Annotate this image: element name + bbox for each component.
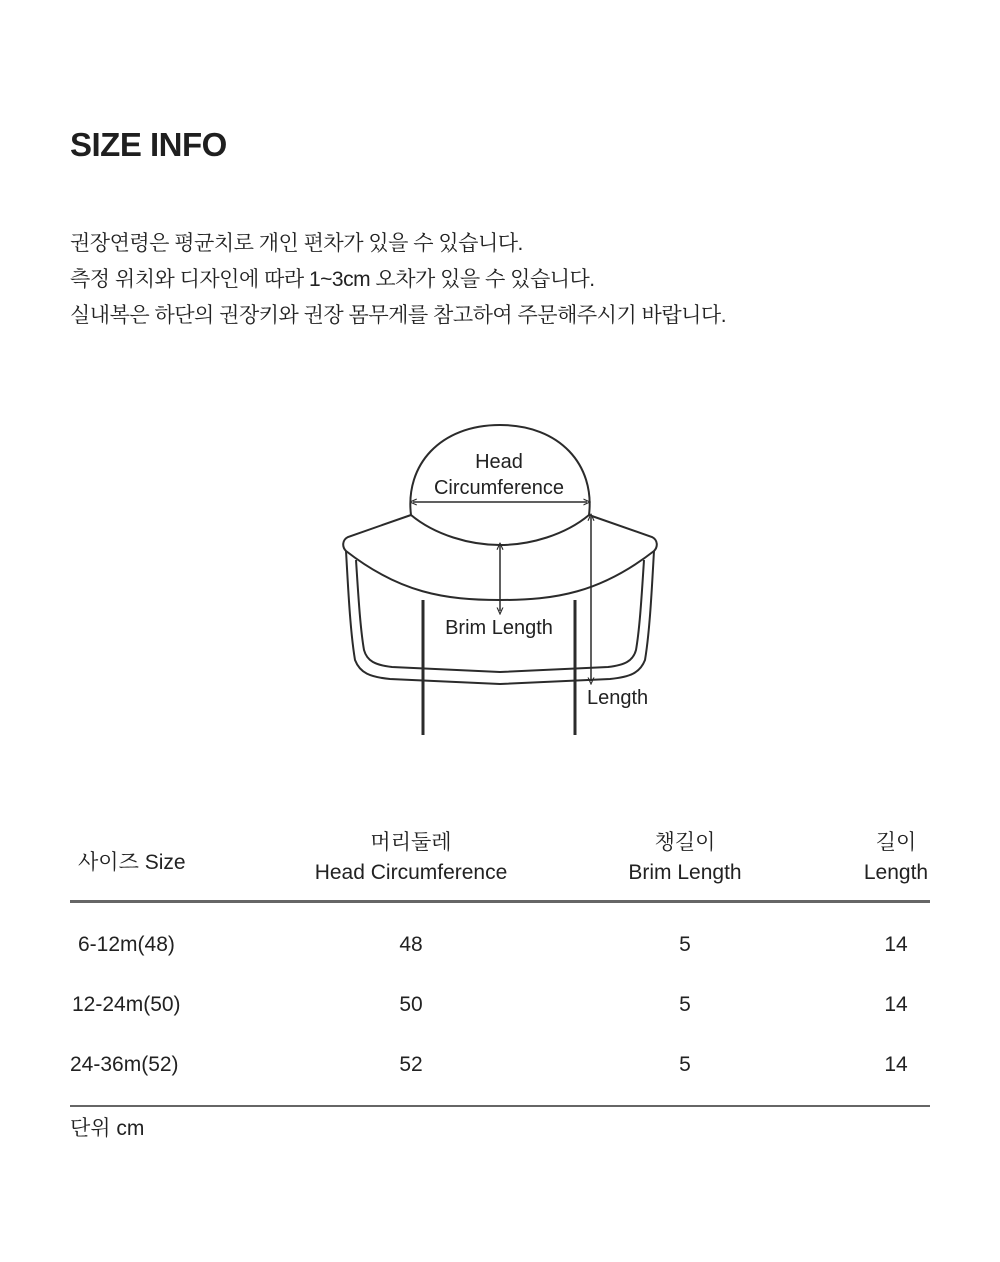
cell-length: 14 <box>884 933 908 956</box>
header-size: 사이즈 Size <box>78 851 186 874</box>
table-row <box>70 979 930 1039</box>
cell-brim: 5 <box>679 933 691 956</box>
cell-size: 24-36m(52) <box>70 1053 179 1076</box>
table-row <box>70 919 930 979</box>
note-line: 실내복은 하단의 권장키와 권장 몸무게를 참고하여 주문해주시기 바랍니다. <box>70 304 727 327</box>
cell-head: 48 <box>399 933 423 956</box>
header-length: 길이 Length <box>863 831 929 884</box>
table-body <box>70 919 930 1107</box>
label-brim-length: Brim Length <box>445 617 553 639</box>
cell-length: 14 <box>884 1053 908 1076</box>
page-title: SIZE INFO <box>70 126 227 163</box>
cell-brim: 5 <box>679 1053 691 1076</box>
note-line: 권장연령은 평균치로 개인 편차가 있을 수 있습니다. <box>70 232 523 255</box>
table-header <box>70 828 930 903</box>
unit-note: 단위 cm <box>70 1117 145 1140</box>
label-length: Length <box>587 687 649 709</box>
cell-brim: 5 <box>679 993 691 1016</box>
header-head-circumference: 머리둘레 Head Circumference <box>314 831 508 884</box>
cell-length: 14 <box>884 993 908 1016</box>
cell-head: 52 <box>399 1053 423 1076</box>
cell-head: 50 <box>399 993 423 1016</box>
cell-size: 12-24m(50) <box>72 993 181 1016</box>
cell-size: 6-12m(48) <box>78 933 175 956</box>
header-brim-length: 챙길이 Brim Length <box>628 831 742 884</box>
table-row <box>70 1039 930 1099</box>
label-circumference: Circumference <box>433 477 565 499</box>
label-head: Head <box>475 451 523 473</box>
hat-measurement-diagram <box>330 415 670 745</box>
notes <box>70 226 950 334</box>
size-table <box>70 828 930 1107</box>
measurement-arrow-icon <box>413 502 591 681</box>
note-line: 측정 위치와 디자인에 따라 1~3cm 오차가 있을 수 있습니다. <box>70 268 595 291</box>
